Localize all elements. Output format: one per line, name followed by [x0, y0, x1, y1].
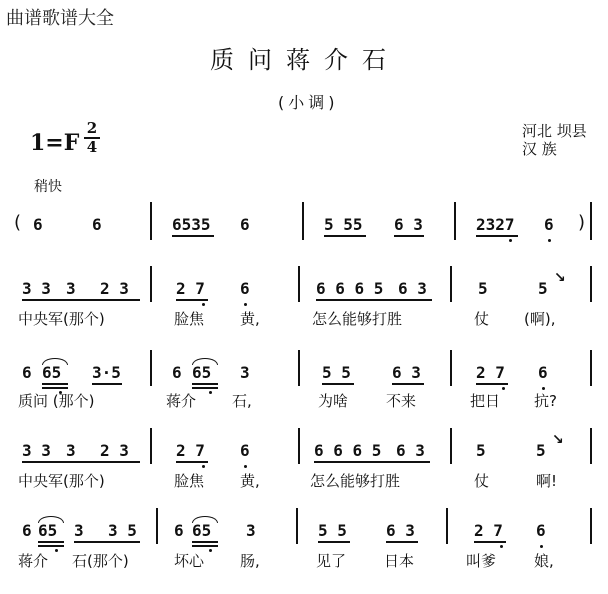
note: 65	[42, 363, 62, 382]
note: 2 7	[476, 363, 505, 382]
lyric: 仗	[474, 310, 490, 328]
barline	[298, 428, 300, 464]
note: 6 6 6 5	[316, 279, 384, 298]
underline	[392, 383, 424, 385]
note: 6	[172, 363, 182, 382]
octave-dot	[202, 303, 205, 306]
barline	[150, 350, 152, 386]
note: 65	[192, 521, 212, 540]
note: 2 3	[100, 279, 129, 298]
lyric: 坏心	[174, 552, 205, 570]
underline	[42, 383, 68, 385]
octave-dot	[209, 549, 212, 552]
note: 6	[538, 363, 548, 382]
intro-open-paren: (	[14, 212, 22, 233]
underline	[38, 541, 64, 543]
barline	[590, 266, 592, 302]
note: 3 5	[108, 521, 137, 540]
lyric: 日本	[384, 552, 415, 570]
underline	[476, 235, 518, 237]
origin-ethnicity: 汉 族	[522, 140, 557, 158]
lyric: 蒋介	[18, 552, 49, 570]
note: 6 6 6 5	[314, 441, 382, 460]
note: 2 7	[176, 279, 205, 298]
note: 3 3	[22, 279, 51, 298]
time-signature-bottom: 4	[86, 138, 98, 156]
underline	[316, 299, 432, 301]
intro-note: 6	[33, 215, 43, 234]
key-signature: 1=F	[30, 130, 80, 156]
lyric: 不来	[386, 392, 417, 410]
barline	[590, 202, 592, 240]
slur	[42, 358, 68, 365]
barline	[450, 428, 452, 464]
underline	[192, 541, 218, 543]
octave-dot	[55, 549, 58, 552]
slur	[192, 358, 218, 365]
underline	[474, 541, 506, 543]
slur	[192, 516, 218, 523]
glissando-mark: ↘	[554, 270, 566, 286]
octave-dot	[244, 465, 247, 468]
note: 6	[22, 363, 32, 382]
note: 3	[246, 521, 256, 540]
intro-note: 6	[240, 215, 250, 234]
note: 6	[174, 521, 184, 540]
note: 6 3	[396, 441, 425, 460]
intro-note: 5 55	[324, 215, 363, 234]
intro-note: 6	[92, 215, 102, 234]
lyric: 质问 (那个)	[18, 392, 95, 410]
barline	[450, 350, 452, 386]
underline	[74, 541, 140, 543]
barline	[302, 202, 304, 240]
octave-dot	[209, 391, 212, 394]
note: 5	[538, 279, 548, 298]
note: 3·5	[92, 363, 121, 382]
barline	[150, 266, 152, 302]
slur	[38, 516, 64, 523]
underline	[22, 461, 140, 463]
note: 2 7	[176, 441, 205, 460]
barline	[450, 266, 452, 302]
underline	[38, 545, 64, 547]
underline	[322, 383, 354, 385]
lyric: 石,	[232, 392, 252, 410]
underline	[476, 383, 508, 385]
song-title: 质问蒋介石	[210, 46, 400, 74]
intro-note: 6535	[172, 215, 211, 234]
octave-dot	[500, 545, 503, 548]
barline	[590, 428, 592, 464]
lyric: 蒋介	[166, 392, 197, 410]
lyric: 黄,	[240, 472, 260, 490]
lyric: 怎么能够打胜	[312, 310, 403, 328]
lyric: 啊!	[536, 472, 558, 490]
intro-note: 2327	[476, 215, 515, 234]
lyric: 脸焦	[174, 472, 205, 490]
song-subtitle: (小调)	[278, 93, 339, 112]
underline	[42, 387, 68, 389]
note: 6 3	[398, 279, 427, 298]
lyric: (啊),	[524, 310, 556, 328]
underline	[314, 461, 430, 463]
barline	[156, 508, 158, 544]
lyric: 娘,	[534, 552, 554, 570]
octave-dot	[502, 387, 505, 390]
lyric: 黄,	[240, 310, 260, 328]
lyric: 见了	[316, 552, 347, 570]
glissando-mark: ↘	[552, 432, 564, 448]
barline	[150, 202, 152, 240]
note: 3	[240, 363, 250, 382]
octave-dot	[244, 303, 247, 306]
note: 6	[22, 521, 32, 540]
underline	[394, 235, 424, 237]
underline	[192, 387, 218, 389]
watermark-text: 曲谱歌谱大全	[6, 8, 114, 29]
octave-dot	[548, 239, 551, 242]
origin-region: 河北 坝县	[522, 122, 587, 140]
underline	[176, 461, 208, 463]
underline	[176, 299, 208, 301]
lyric: 仗	[474, 472, 490, 490]
underline	[318, 541, 350, 543]
barline	[590, 350, 592, 386]
octave-dot	[542, 387, 545, 390]
time-signature-top: 2	[86, 119, 98, 137]
underline	[92, 383, 122, 385]
note: 3 3	[22, 441, 51, 460]
note: 65	[38, 521, 58, 540]
lyric: 脸焦	[174, 310, 205, 328]
barline	[150, 428, 152, 464]
note: 6 3	[386, 521, 415, 540]
lyric: 肠,	[240, 552, 260, 570]
barline	[298, 266, 300, 302]
note: 65	[192, 363, 212, 382]
barline	[454, 202, 456, 240]
tempo-marking: 稍快	[34, 179, 62, 195]
underline	[324, 235, 366, 237]
barline	[296, 508, 298, 544]
time-signature	[84, 121, 100, 155]
note: 5	[478, 279, 488, 298]
note: 6	[536, 521, 546, 540]
note: 5 5	[318, 521, 347, 540]
octave-dot	[202, 465, 205, 468]
lyric: 石(那个)	[72, 552, 129, 570]
note: 2 3	[100, 441, 129, 460]
octave-dot	[540, 545, 543, 548]
intro-note: 6	[544, 215, 554, 234]
note: 6	[240, 279, 250, 298]
underline	[192, 383, 218, 385]
barline	[590, 508, 592, 544]
octave-dot	[509, 239, 512, 242]
lyric: 把日	[470, 392, 501, 410]
lyric: 叫爹	[466, 552, 497, 570]
note: 3	[66, 279, 76, 298]
barline	[298, 350, 300, 386]
note: 5	[536, 441, 546, 460]
note: 5 5	[322, 363, 351, 382]
lyric: 中央军(那个)	[18, 310, 105, 328]
intro-close-paren: )	[578, 212, 586, 233]
underline	[386, 541, 418, 543]
barline	[446, 508, 448, 544]
note: 5	[476, 441, 486, 460]
lyric: 怎么能够打胜	[310, 472, 401, 490]
note: 2 7	[474, 521, 503, 540]
underline	[172, 235, 214, 237]
lyric: 中央军(那个)	[18, 472, 105, 490]
note: 6	[240, 441, 250, 460]
intro-note: 6 3	[394, 215, 423, 234]
underline	[192, 545, 218, 547]
underline	[22, 299, 140, 301]
lyric: 为啥	[318, 392, 349, 410]
note: 3	[66, 441, 76, 460]
note: 3	[74, 521, 84, 540]
note: 6 3	[392, 363, 421, 382]
lyric: 抗?	[534, 392, 557, 410]
